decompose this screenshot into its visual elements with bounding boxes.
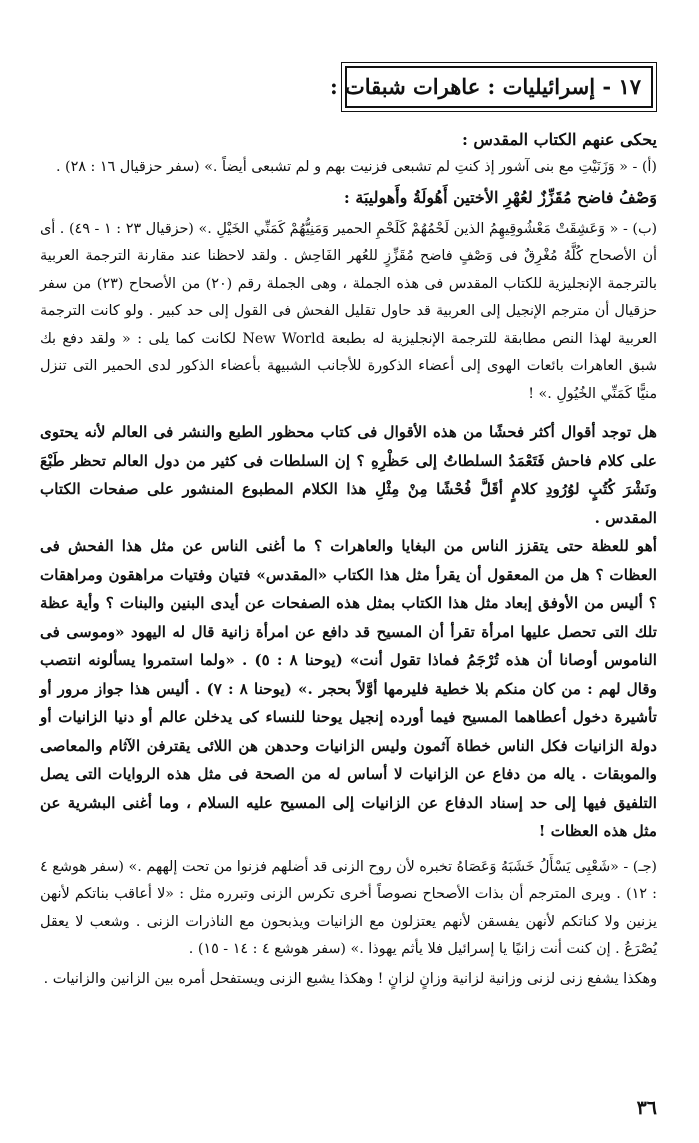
- commentary-paragraph-1: هل توجد أقوال أكثر فحشًا من هذه الأقوال فى كتاب محظور الطبع والنشر فى العالم لأنه يحتوى على كلام فاحش فَتَعْمَدُ السلطاتُ إلى حَظْرِهِ ؟ إن السلطات فى كثير من دول العالم تحظر طَبْعَ ونَشْرَ كُتُبٍ لوُرُودِ كلامٍ أقَلَّ فُحْشًا مِنْ مِثْلِ هذا الكلام المطبوع المنشور على صفحات الكتاب المقدس .: [40, 423, 657, 527]
- intro-heading: يحكى عنهم الكتاب المقدس :: [461, 130, 657, 149]
- page-number: ٣٦: [636, 1097, 657, 1119]
- section-b-paragraph: (ب) - « وَعَشِقَتْ مَعْشُوقِيهِمُ الذين لَحْمُهُمْ كَلَحْمِ الحمير وَمَنِيُّهُمْ كَمَنِّي الخَيْلِ .» (حزقيال ٢٣ : ١ - ٤٩) . أى أن الأصحاح كُلَّهُ مُغْرِقٌ فى وَصْفٍ فاضح مُقَزِّزٍ للعُهر الفَاحِش . ولقد لاحظنا عند مقارنة الترجمة العربية بالترجمة الإنجليزية للكتاب المقدس فى هذه الجملة ، وهى الجملة رقم (٢٠) من الأصحاح (٢٣) من سفر حزقيال أن مترجم الإنجيل إلى العربية قد حاول تقليل الفحش فى القول إلى حد كبير . ولو كانت الترجمة العربية لهذا النص مطابقة للترجمة الإنجليزية له بطبعة New World لكانت كما يلى : « ولقد دفع بك شبق العاهرات بائعات الهوى إلى أعضاء الذكورة للأجانب الشبيهة بأعضاء الذكور لدى الحمير التى تنزل منيًّا كَمَنِّي الخُيُولِ .» !: [40, 220, 658, 402]
- commentary-paragraph-2: أهو للعظة حتى يتقزز الناس من البغايا والعاهرات ؟ ما أغنى الناس عن مثل هذا الفحش فى العظات ؟ هل من المعقول أن يقرأ مثل هذا الكتاب «المقدس» فتيان وفتيات مراهقون ومراهقات ؟ أليس من الأوفق إبعاد مثل هذا الكتاب بمثل هذه الصفحات عن أيدى البنين والبنات ؟ وأية عظة تلك التى تحصل عليها امرأة تقرأ أن المسيح قد دافع عن امرأة زانية قال له اليهود «وموسى فى الناموس أوصانا أن هذه تُرْجَمُ فماذا تقول أنت» (يوحنا ٨ : ٥) . «ولما استمروا يسألونه انتصب وقال لهم : من كان منكم بلا خطية فليرمها أوَّلاً بحجر .» (يوحنا ٨ : ٧) . أليس هذا جواز مرور أو تأشيرة دخول أعطاهما المسيح فيما أورده إنجيل يوحنا للنساء كى يدخلن عالم أو دنيا الزانيات أو دولة الزانيات فكل الناس خطاة آثمون وليس الزانيات وحدهن هن اللائى يقترفن الآثام والمعاصى والموبقات . ياله من دفاع عن الزانيات لا أساس له من الصحة فى مثل هذه الروايات التى يصل التلفيق فيها إلى حد إسناد الدفاع عن الزانيات إلى المسيح عليه السلام ، وما أغنى البشرية عن مثل هذه العظات !: [40, 537, 657, 840]
- chapter-heading: ١٧ - إسرائيليات : عاهرات شبقات :: [345, 66, 653, 108]
- section-a-paragraph: (أ) - « وَزَنَيْتِ مع بنى آشور إذ كنتِ لم تشبعى فزنيت بهم و لم تشبعى أيضاً .» (سفر حزقيال ١٦ : ٢٨) .: [55, 159, 657, 175]
- subtitle-b: وَصْفُ فاضح مُقَزِّزٌ لعُهْرِ الأختين أَهُولَةُ وأَهوليبَة :: [343, 187, 657, 207]
- closing-paragraph: وهكذا يشفع زنى لزنى وزانية لزانية وزانٍ لزانٍ ! وهكذا يشيع الزنى ويستفحل أمره بين الزانين والزانيات .: [43, 970, 657, 987]
- commentary-block: [40, 418, 657, 846]
- chapter-heading-box: [329, 62, 657, 112]
- section-c-paragraph: (جـ) - «شَعْبِى يَسْأَلُ خَشَبَهُ وَعَصَاهُ تخبره لأن روح الزنى قد أضلهم فزنوا من تحت إلههم .» (سفر هوشع ٤ : ١٢) . ويرى المترجم أن بذات الأصحاح نصوصاً أخرى تكرس الزنى وتبرره مثل : «لا أعاقب بناتكم لأنهن يزنين ولا كناتكم لأنهن يفسقن لأنهم يعتزلون مع الزانيات ويذبحون مع الناذرات الزنى . وشعب لا يعقل يُصْرَعُ . إن كنت أنت زانيًا يا إسرائيل فلا يأثم يهوذا .» (سفر هوشع ٤ : ١٤ - ١٥) .: [40, 858, 657, 957]
